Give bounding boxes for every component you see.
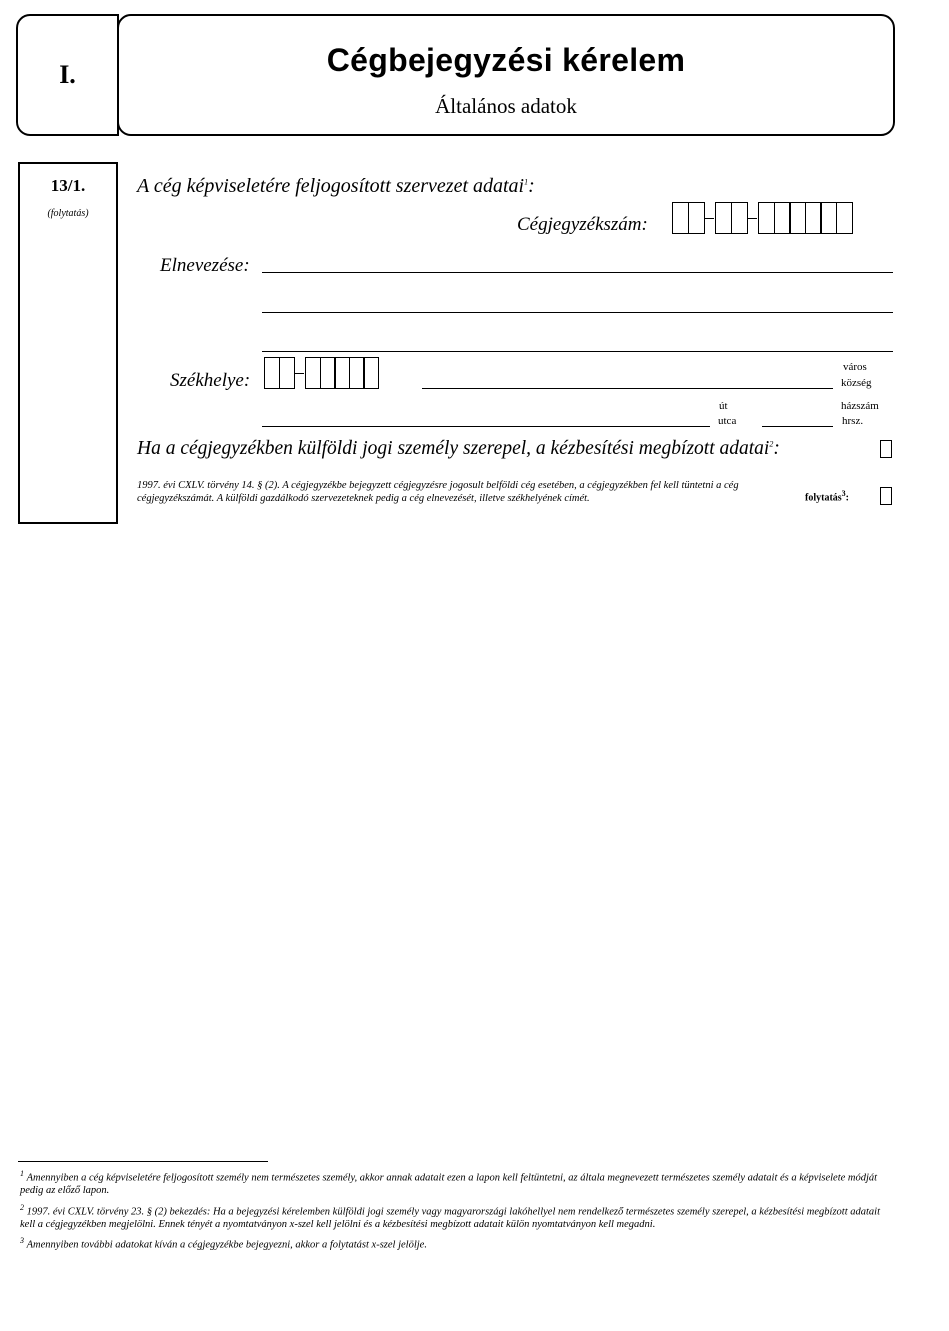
name-label: Elnevezése: (160, 255, 250, 276)
section-number-box (16, 14, 119, 136)
registry-label: Cégjegyzékszám: (517, 214, 648, 235)
house-number-line[interactable] (762, 426, 833, 427)
house-number-label-1: házszám (841, 400, 879, 412)
continue-checkbox[interactable] (880, 487, 892, 505)
house-number-label-2: hrsz. (842, 415, 864, 427)
section-number: I. (59, 60, 76, 89)
street-label-2: utca (718, 415, 737, 427)
section-heading: A cég képviseletére feljogosított szervezet adatai$^1$: (137, 175, 535, 197)
continue-label: folytatás$^3$: (805, 489, 850, 504)
name-line-1[interactable] (262, 272, 893, 273)
name-line-2[interactable] (262, 312, 893, 313)
footnotes (20, 1168, 896, 1252)
city-line[interactable] (422, 388, 833, 389)
page-subtitle: Általános adatok (435, 94, 577, 118)
city-label-1: város (843, 361, 867, 373)
foreign-entity-text: Ha a cégjegyzékben külföldi jogi személy szerepel, a kézbesítési megbízott adatai$^2$: (137, 438, 780, 459)
continuation-label: (folytatás) (47, 208, 89, 219)
name-line-3[interactable] (262, 351, 893, 352)
section-side-column (18, 162, 118, 524)
section-code: 13/1. (50, 176, 86, 195)
foreign-entity-checkbox[interactable] (880, 440, 892, 458)
street-label-1: út (719, 400, 728, 412)
footnote-separator (18, 1161, 268, 1162)
legal-note: 1997. évi CXLV. törvény 14. § (2). A cégjegyzékbe bejegyzett cégjegyzésre jogosult belföldi cég esetében, a cégjegyzékben fel kell tüntetni a cég cégjegyzékszámát. A külföldi gazdálkodó szervezeteknek pedig a cég elnevezését, illetve székhelyének címét. (137, 480, 739, 504)
page-title: Cégbejegyzési kérelem (326, 42, 686, 78)
footnote-1: $^1$ Amennyiben a cég képviseletére feljogosított személy nem természetes személy, akkor annak adatait ezen a lapon kell feltüntetni, az általa megnevezett természetes személy adatait és a képviselete módját pedig az előző lapon. (20, 1169, 878, 1196)
city-label-2: község (841, 377, 872, 389)
postal-code-field[interactable] (264, 357, 378, 389)
footnote-3: $^3$ Amennyiben további adatokat kíván a cégjegyzékbe bejegyezni, akkor a folytatást x-szel jelölje. (20, 1236, 427, 1251)
street-line[interactable] (262, 426, 710, 427)
header-title-box (117, 14, 895, 136)
seat-label: Székhelye: (170, 370, 251, 391)
registry-number-field[interactable] (672, 202, 851, 234)
footnote-2: $^2$ 1997. évi CXLV. törvény 23. § (2) bekezdés: Ha a bejegyzési kérelemben külföldi jogi személy vagy magyarországi lakóhellyel nem rendelkező természetes személy szerepel, a kézbesítési megbízott adatait kell a cégjegyzékben megjelölni. Ennek tényét a nyomtatványon x-szel kell jelölni és a kézbesítési megbízott adatait külön nyomtatványon kell megadni. (20, 1202, 881, 1230)
